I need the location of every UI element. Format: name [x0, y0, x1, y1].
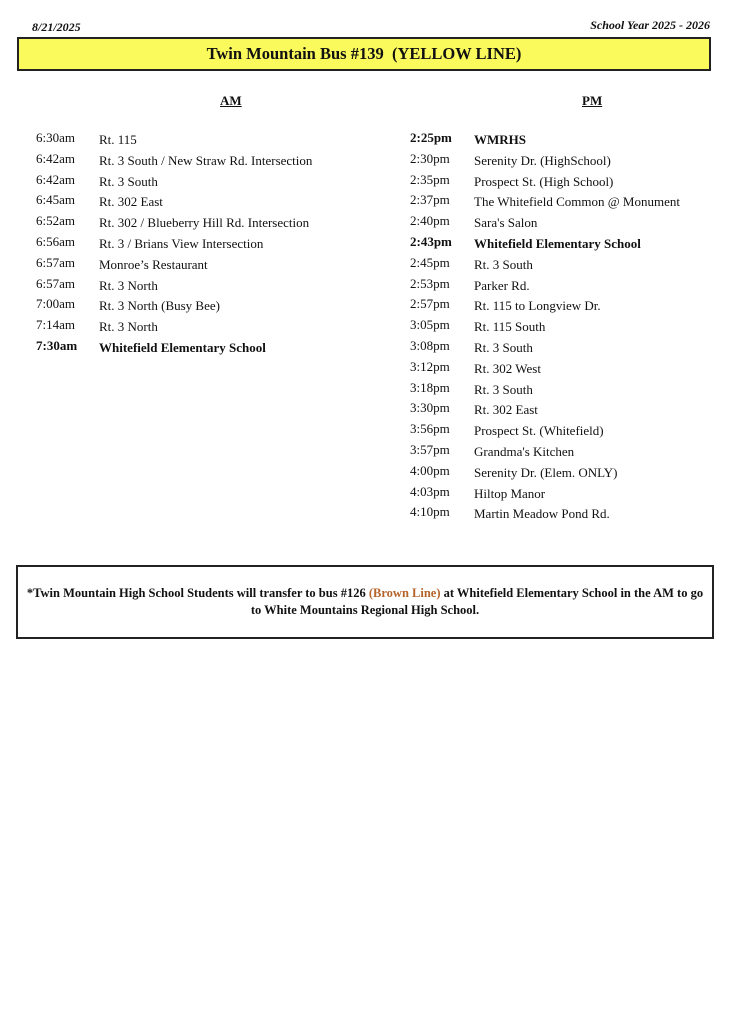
am-stop-time: 7:14am — [36, 317, 75, 333]
am-stop-location: Rt. 3 North — [99, 277, 158, 293]
pm-stop-time: 2:25pm — [410, 130, 452, 145]
pm-stop-location: Prospect St. (Whitefield) — [474, 423, 604, 439]
pm-stop-time: 4:10pm — [410, 504, 450, 520]
transfer-note — [26, 585, 707, 619]
pm-stop-time: 2:35pm — [410, 171, 450, 187]
pm-stop-location: Rt. 3 South — [474, 256, 533, 272]
pm-stop-location: WMRHS — [474, 132, 526, 147]
am-stop-location: Rt. 3 South / New Straw Rd. Intersection — [99, 152, 313, 168]
am-stop-time: 6:42am — [36, 171, 75, 187]
pm-stop-location: Prospect St. (High School) — [474, 173, 614, 189]
pm-stop-time: 2:45pm — [410, 254, 450, 270]
am-stop-location: Rt. 3 North — [99, 319, 158, 335]
pm-stop-location: Rt. 3 South — [474, 339, 533, 355]
pm-stop-location: Rt. 115 to Longview Dr. — [474, 298, 601, 314]
pm-stop-time: 2:57pm — [410, 296, 450, 312]
brown-line-highlight: (Brown Line) — [368, 586, 441, 600]
pm-stop-time: 2:37pm — [410, 192, 450, 208]
am-stop-location: Whitefield Elementary School — [99, 339, 266, 355]
am-stop-time: 7:30am — [36, 337, 78, 353]
transfer-note-text-end: at Whitefield Elementary School in the AM to go to White Mountains Regional High School. — [250, 586, 707, 617]
pm-stop-location: The Whitefield Common @ Monument — [474, 194, 680, 210]
am-stop-time: 6:57am — [36, 275, 75, 291]
pm-stop-location: Rt. 3 South — [474, 381, 533, 397]
am-stop-time: 6:30am — [36, 130, 75, 145]
pm-stop-time: 3:57pm — [410, 441, 450, 457]
school-year-label: School Year 2025 - 2026 — [590, 18, 710, 32]
pm-stop-location: Serenity Dr. (HighSchool) — [474, 152, 611, 168]
am-stop-location: Rt. 3 North (Busy Bee) — [99, 298, 220, 314]
pm-column-heading: PM — [582, 93, 603, 108]
am-stop-location: Rt. 3 South — [99, 173, 158, 189]
pm-stop-location: Sara's Salon — [474, 215, 538, 231]
pm-stop-time: 2:53pm — [410, 275, 450, 291]
pm-stop-location: Hiltop Manor — [474, 485, 546, 501]
pm-stop-time: 3:05pm — [410, 317, 450, 333]
pm-stop-time: 3:18pm — [410, 379, 450, 395]
am-stop-location: Rt. 302 / Blueberry Hill Rd. Intersection — [99, 215, 310, 231]
am-stop-time: 6:42am — [36, 150, 75, 166]
pm-stop-time: 4:00pm — [410, 462, 450, 478]
am-stop-location: Rt. 115 — [99, 132, 137, 147]
am-stop-location: Rt. 302 East — [99, 194, 163, 210]
am-stop-time: 6:56am — [36, 233, 75, 249]
pm-stop-location: Grandma's Kitchen — [474, 443, 575, 459]
pm-stop-location: Rt. 302 East — [474, 402, 538, 418]
am-stop-location: Monroe’s Restaurant — [99, 256, 208, 272]
am-stop-time: 7:00am — [36, 296, 75, 312]
route-title: Twin Mountain Bus #139 (YELLOW LINE) — [206, 44, 522, 63]
am-column-heading: AM — [220, 93, 242, 108]
am-stop-time: 6:57am — [36, 254, 75, 270]
pm-stop-time: 2:40pm — [410, 213, 450, 229]
pm-stop-time: 3:08pm — [410, 337, 450, 353]
pm-stop-location: Martin Meadow Pond Rd. — [474, 506, 610, 522]
pm-stop-time: 3:30pm — [410, 400, 450, 416]
pm-stop-time: 2:30pm — [410, 150, 450, 166]
am-stop-location: Rt. 3 / Brians View Intersection — [99, 235, 264, 251]
pm-stop-location: Rt. 115 South — [474, 319, 546, 335]
route-title-banner — [17, 37, 711, 71]
pm-stop-time: 2:43pm — [410, 233, 452, 249]
am-stop-time: 6:45am — [36, 192, 75, 208]
pm-stop-time: 3:12pm — [410, 358, 450, 374]
pm-stop-time: 3:56pm — [410, 421, 450, 437]
pm-stop-location: Parker Rd. — [474, 277, 530, 293]
pm-stop-location: Rt. 302 West — [474, 360, 541, 376]
pm-stop-location: Serenity Dr. (Elem. ONLY) — [474, 464, 618, 480]
transfer-note-text-start: *Twin Mountain High School Students will transfer to bus #126 — [26, 586, 369, 600]
date-label: 8/21/2025 — [32, 20, 81, 34]
pm-stop-time: 4:03pm — [410, 483, 450, 499]
pm-stop-location: Whitefield Elementary School — [474, 235, 641, 251]
transfer-note-box — [16, 565, 714, 639]
am-stop-time: 6:52am — [36, 213, 75, 229]
